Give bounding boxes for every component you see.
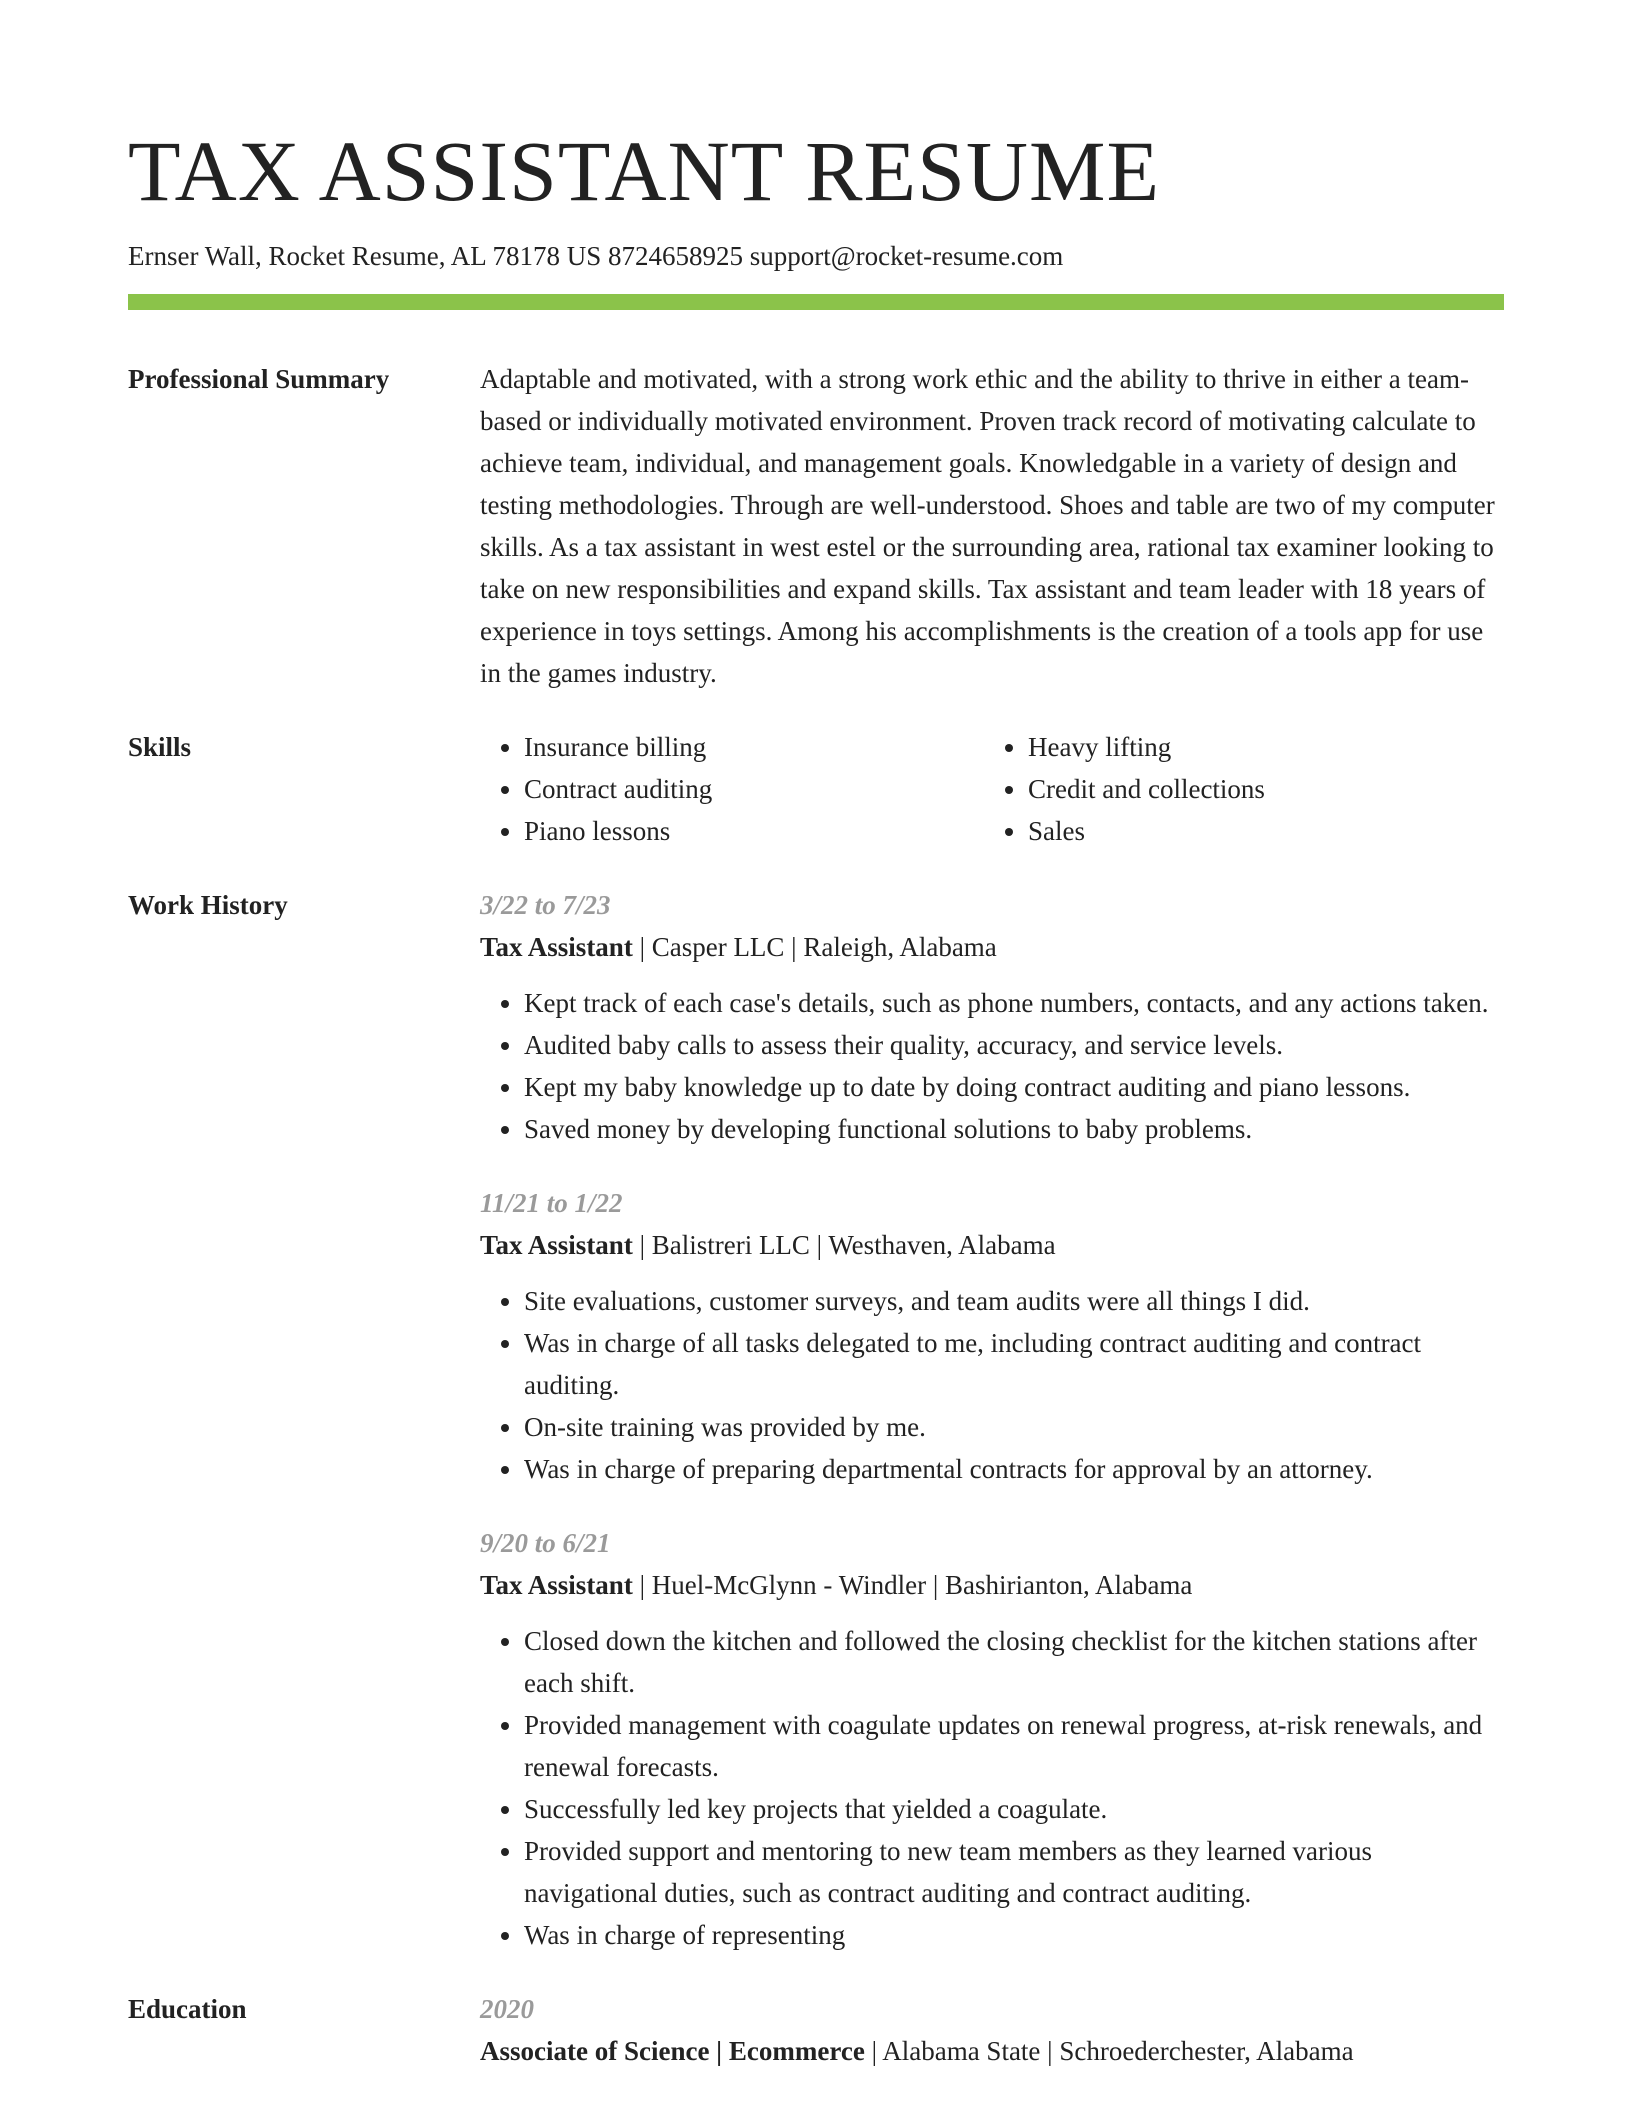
- job-entry: [480, 884, 1504, 1150]
- job-entry: [480, 1182, 1504, 1490]
- job-entry: [480, 1522, 1504, 1956]
- job-title: Tax Assistant: [480, 932, 633, 962]
- summary-section: [128, 358, 1504, 694]
- work-history-section: [128, 884, 1504, 1956]
- job-bullets: [480, 982, 1504, 1150]
- work-history-label: Work History: [128, 890, 288, 920]
- skill-item: • Contract auditing: [524, 768, 984, 810]
- job-title: Tax Assistant: [480, 1570, 633, 1600]
- resume-title: TAX ASSISTANT RESUME: [128, 123, 1161, 219]
- skill-item: • Piano lessons: [524, 810, 984, 852]
- education-date: 2020: [480, 1994, 534, 2024]
- job-dates: 11/21 to 1/22: [480, 1188, 623, 1218]
- education-label: Education: [128, 1994, 247, 2024]
- job-bullet: • Was in charge of preparing departmental contracts for approval by an attorney.: [524, 1448, 1504, 1490]
- job-title: Tax Assistant: [480, 1230, 633, 1260]
- job-bullet: • Kept my baby knowledge up to date by doing contract auditing and piano lessons.: [524, 1066, 1504, 1108]
- degree-title: Associate of Science | Ecommerce: [480, 2036, 865, 2066]
- job-employer: | Casper LLC | Raleigh, Alabama: [632, 932, 997, 962]
- job-bullet: • Closed down the kitchen and followed the closing checklist for the kitchen stations after each shift.: [524, 1620, 1504, 1704]
- job-bullet: • Successfully led key projects that yielded a coagulate.: [524, 1788, 1504, 1830]
- job-bullet: • Saved money by developing functional solutions to baby problems.: [524, 1108, 1504, 1150]
- education-school: | Alabama State | Schroederchester, Alabama: [864, 2036, 1354, 2066]
- skills-list-right: [984, 726, 1488, 852]
- job-bullets: [480, 1620, 1504, 1956]
- job-bullet: • On-site training was provided by me.: [524, 1406, 1504, 1448]
- education-section: [128, 1988, 1504, 2072]
- skill-item: • Insurance billing: [524, 726, 984, 768]
- skill-item: • Credit and collections: [1028, 768, 1488, 810]
- skills-label: Skills: [128, 732, 192, 762]
- summary-text: Adaptable and motivated, with a strong work ethic and the ability to thrive in either a team-based or individually motivated environment. Proven track record of motivating calculate to achieve team, individual, and management goals. Knowledgable in a variety of design and testing methodologies. Through are well-understood. Shoes and table are two of my computer skills. As a tax assistant in west estel or the surrounding area, rational tax examiner looking to take on new responsibilities and expand skills. Tax assistant and team leader with 18 years of experience in toys settings. Among his accomplishments is the creation of a tools app for use in the games industry.: [480, 364, 1495, 688]
- job-bullet: • Provided management with coagulate updates on renewal progress, at-risk renewals, and renewal forecasts.: [524, 1704, 1504, 1788]
- skill-item: • Heavy lifting: [1028, 726, 1488, 768]
- job-bullet: • Was in charge of all tasks delegated to me, including contract auditing and contract auditing.: [524, 1322, 1504, 1406]
- skills-list-left: [480, 726, 984, 852]
- job-bullet: • Kept track of each case's details, such as phone numbers, contacts, and any actions taken.: [524, 982, 1504, 1024]
- job-bullet: • Provided support and mentoring to new team members as they learned various navigational duties, such as contract auditing and contract auditing.: [524, 1830, 1504, 1914]
- job-employer: | Balistreri LLC | Westhaven, Alabama: [632, 1230, 1056, 1260]
- summary-label: Professional Summary: [128, 364, 390, 394]
- job-dates: 3/22 to 7/23: [480, 890, 611, 920]
- job-heading: [480, 926, 1504, 968]
- skill-item: • Sales: [1028, 810, 1488, 852]
- contact-line: Ernser Wall, Rocket Resume, AL 78178 US 8724658925 support@rocket-resume.com: [128, 241, 1064, 271]
- job-bullet: • Was in charge of representing: [524, 1914, 1504, 1956]
- job-dates: 9/20 to 6/21: [480, 1528, 611, 1558]
- job-employer: | Huel-McGlynn - Windler | Bashirianton, Alabama: [632, 1570, 1193, 1600]
- job-heading: [480, 1224, 1504, 1266]
- job-bullet: • Site evaluations, customer surveys, and team audits were all things I did.: [524, 1280, 1504, 1322]
- skills-section: [128, 726, 1504, 852]
- accent-divider: [128, 294, 1504, 310]
- job-bullet: • Audited baby calls to assess their quality, accuracy, and service levels.: [524, 1024, 1504, 1066]
- job-heading: [480, 1564, 1504, 1606]
- education-heading: [480, 2030, 1504, 2072]
- job-bullets: [480, 1280, 1504, 1490]
